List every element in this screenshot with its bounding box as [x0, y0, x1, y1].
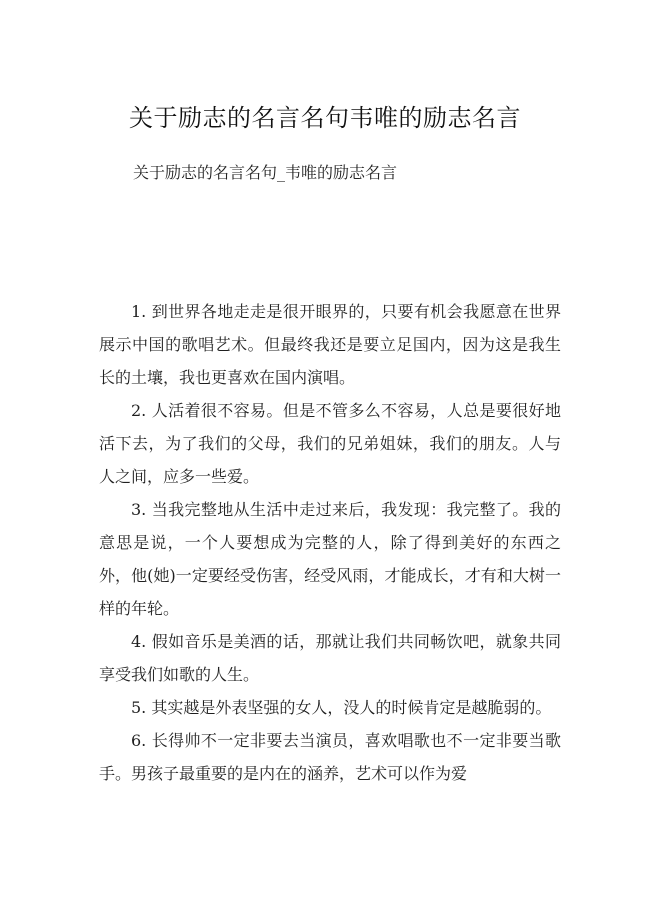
quote-paragraph-4: 4. 假如音乐是美酒的话，那就让我们共同畅饮吧，就象共同享受我们如歌的人生。: [99, 632, 561, 684]
document-subtitle: 关于励志的名言名句_韦唯的励志名言: [133, 163, 398, 182]
quote-paragraph-2: 2. 人活着很不容易。但是不管多么不容易，人总是要很好地活下去，为了我们的父母，我们的兄弟姐妹，我们的朋友。人与人之间，应多一些爱。: [99, 401, 561, 486]
quote-paragraph-1: 1. 到世界各地走走是很开眼界的，只要有机会我愿意在世界展示中国的歌唱艺术。但最终我还是要立足国内，因为这是我生长的土壤，我也更喜欢在国内演唱。: [99, 302, 561, 387]
quote-paragraph-5: 5. 其实越是外表坚强的女人，没人的时候肯定是越脆弱的。: [131, 698, 552, 717]
document-title: 关于励志的名言名句韦唯的励志名言: [129, 104, 521, 132]
quote-paragraph-6: 6. 长得帅不一定非要去当演员，喜欢唱歌也不一定非要当歌手。男孩子最重要的是内在的涵养，艺术可以作为爱: [99, 731, 561, 783]
document-body: [99, 295, 561, 790]
quote-paragraph-3: 3. 当我完整地从生活中走过来后，我发现：我完整了。我的意思是说，一个人要想成为完整的人，除了得到美好的东西之外，他(她)一定要经受伤害，经受风雨，才能成长，才有和大树一样的年轮。: [99, 500, 561, 618]
